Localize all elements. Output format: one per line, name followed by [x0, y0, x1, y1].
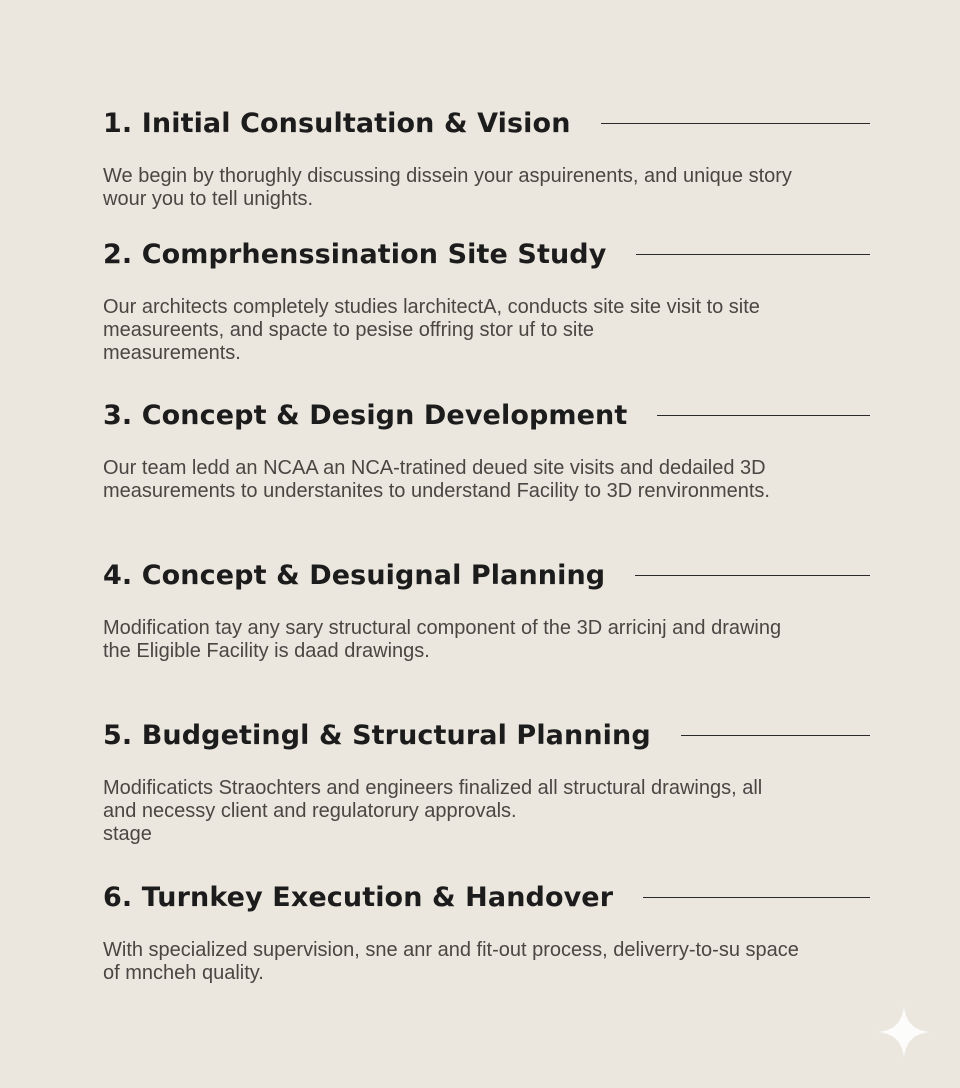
- step-header: [103, 877, 870, 917]
- step-title: 5. Budgetingl & Structural Planning: [103, 719, 651, 751]
- step-3: [103, 395, 870, 503]
- description-line: We begin by thorughly discussing dissein your aspuirenents, and unique story: [103, 165, 792, 187]
- description-line: measureents, and spacte to pesise offring stor uf to site: [103, 319, 595, 341]
- divider-line: [635, 575, 870, 576]
- step-title: 4. Concept & Desuignal Planning: [103, 559, 606, 591]
- description-line: measurements.: [103, 342, 241, 364]
- step-title: 3. Concept & Design Development: [103, 399, 628, 431]
- step-header: [103, 555, 870, 595]
- step-description: [103, 939, 870, 985]
- step-1: [103, 103, 870, 211]
- sparkle-icon: [878, 1006, 930, 1058]
- step-header: [103, 234, 870, 274]
- divider-line: [681, 735, 870, 736]
- step-4: [103, 555, 870, 663]
- step-header: [103, 103, 870, 143]
- description-line: With specialized supervision, sne anr and fit-out process, deliverry-to-su space: [103, 939, 799, 961]
- description-line: Our team ledd an NCAA an NCA-tratined deued site visits and dedailed 3D: [103, 457, 766, 479]
- divider-line: [643, 897, 870, 898]
- step-title: 6. Turnkey Execution & Handover: [103, 881, 614, 913]
- description-line: Modification tay any sary structural component of the 3D arricinj and drawing: [103, 617, 782, 639]
- description-line: the Eligible Facility is daad drawings.: [103, 640, 430, 662]
- description-line: and necessy client and regulatorury approvals.: [103, 800, 517, 822]
- divider-line: [636, 254, 870, 255]
- step-6: [103, 877, 870, 985]
- description-line: wour you to tell unights.: [103, 188, 314, 210]
- step-header: [103, 395, 870, 435]
- step-description: [103, 617, 870, 663]
- divider-line: [601, 123, 870, 124]
- description-line: measurements to understanites to understand Facility to 3D renvironments.: [103, 480, 770, 502]
- step-title: 2. Comprhenssination Site Study: [103, 238, 607, 270]
- description-line: Modificaticts Straochters and engineers finalized all structural drawings, all: [103, 777, 763, 799]
- description-line: stage: [103, 823, 152, 845]
- step-5: [103, 715, 870, 846]
- step-title: 1. Initial Consultation & Vision: [103, 107, 571, 139]
- step-header: [103, 715, 870, 755]
- divider-line: [657, 415, 870, 416]
- step-description: [103, 165, 870, 211]
- description-line: Our architects completely studies larchitectA, conducts site site visit to site: [103, 296, 760, 318]
- description-line: of mncheh quality.: [103, 962, 264, 984]
- step-2: [103, 234, 870, 365]
- step-description: [103, 777, 870, 846]
- step-description: [103, 457, 870, 503]
- step-description: [103, 296, 870, 365]
